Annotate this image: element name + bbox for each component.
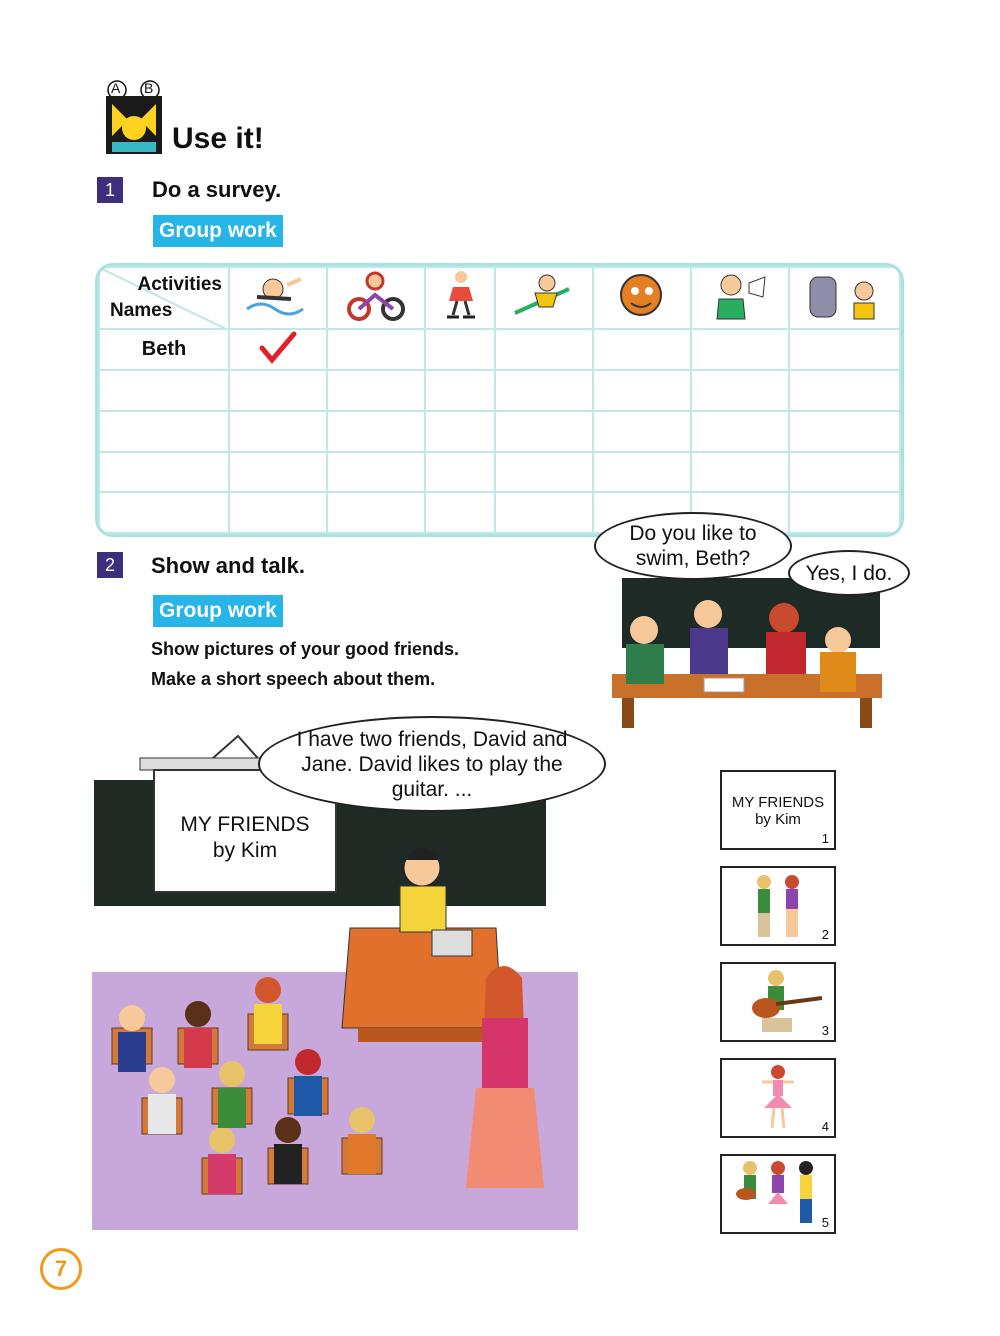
check-cell[interactable]: [495, 329, 593, 370]
swimming-icon: [243, 271, 313, 321]
check-cell[interactable]: [691, 370, 789, 411]
check-cell[interactable]: [789, 329, 900, 370]
activity-swimming: [229, 267, 327, 329]
check-cell[interactable]: [495, 452, 593, 493]
page-number: 7: [54, 1256, 68, 1281]
card-number: 1: [821, 831, 829, 846]
header-names: Names: [110, 300, 173, 321]
playing-ball-icon: [607, 269, 677, 323]
picture-card-5: [720, 1154, 836, 1234]
boy-playing-guitar-picture: [722, 964, 834, 1040]
check-cell[interactable]: [593, 370, 691, 411]
check-cell[interactable]: [229, 492, 327, 533]
check-cell[interactable]: [593, 452, 691, 493]
group-work-tag-2: Group work: [153, 595, 283, 627]
check-cell[interactable]: [789, 452, 900, 493]
two-friends-picture: [722, 868, 834, 944]
check-cell[interactable]: [495, 370, 593, 411]
card-number: 4: [821, 1119, 829, 1134]
activity-singing: [691, 267, 789, 329]
telling-stories-icon: [804, 269, 884, 323]
picture-card-4: [720, 1058, 836, 1138]
speech-bubble-kim: I have two friends, David and Jane. David likes to play the guitar. ...: [258, 716, 606, 812]
card-number: 5: [821, 1215, 829, 1230]
survey-table: [95, 263, 904, 537]
page-number-badge: [40, 1248, 82, 1290]
picture-card-1: [720, 770, 836, 850]
card-title: MY FRIENDS: [731, 794, 825, 811]
check-cell[interactable]: [789, 492, 900, 533]
activity-skating: [425, 267, 496, 329]
check-cell[interactable]: [691, 452, 789, 493]
group-work-tag-1: Group work: [153, 215, 283, 247]
row-name-cell: Beth: [99, 329, 229, 370]
check-cell[interactable]: [425, 370, 496, 411]
check-cell[interactable]: [593, 411, 691, 452]
activity-playing-ball: [593, 267, 691, 329]
check-cell[interactable]: [593, 329, 691, 370]
check-cell[interactable]: [327, 329, 425, 370]
presentation-screen-text: [154, 812, 336, 864]
row-name-cell[interactable]: [99, 411, 229, 452]
activity-skiing: [495, 267, 593, 329]
picture-card-3: [720, 962, 836, 1042]
activity-cycling: [327, 267, 425, 329]
check-cell[interactable]: [425, 492, 496, 533]
card-author: by Kim: [755, 811, 801, 828]
row-name-cell[interactable]: [99, 370, 229, 411]
check-cell[interactable]: [425, 411, 496, 452]
check-cell[interactable]: [789, 411, 900, 452]
discussion-illustration: [612, 574, 882, 728]
speech-bubble-question: Do you like to swim, Beth?: [594, 512, 792, 580]
check-cell[interactable]: [229, 329, 327, 370]
check-cell[interactable]: [229, 370, 327, 411]
picture-card-2: [720, 866, 836, 946]
row-name-cell[interactable]: [99, 492, 229, 533]
skiing-icon: [509, 269, 579, 323]
check-cell[interactable]: [425, 452, 496, 493]
activity-telling-stories: [789, 267, 900, 329]
page-title: Use it!: [172, 122, 264, 155]
logo-letter-b: B: [144, 80, 154, 96]
card-number: 3: [821, 1023, 829, 1038]
row-name-cell[interactable]: [99, 452, 229, 493]
speech-bubble-answer: Yes, I do.: [788, 550, 910, 596]
check-cell[interactable]: [229, 411, 327, 452]
section-number-1: 1: [97, 177, 123, 203]
header-activities: Activities: [137, 274, 222, 295]
check-cell[interactable]: [495, 411, 593, 452]
table-header-cell: [99, 267, 229, 329]
check-cell[interactable]: [327, 452, 425, 493]
check-cell[interactable]: [495, 492, 593, 533]
cycling-icon: [341, 269, 411, 323]
singing-icon: [705, 269, 775, 323]
check-cell[interactable]: [691, 411, 789, 452]
task-survey: Do a survey.: [152, 177, 282, 202]
screen-title: MY FRIENDS: [180, 813, 310, 836]
instruction-line-1: Show pictures of your good friends.: [151, 639, 460, 659]
instruction-line-2: Make a short speech about them.: [151, 669, 436, 689]
section-number-2: 2: [97, 552, 123, 578]
girl-dancing-picture: [722, 1060, 834, 1136]
screen-author: by Kim: [212, 839, 278, 862]
check-cell[interactable]: [327, 492, 425, 533]
check-cell[interactable]: [229, 452, 327, 493]
skating-icon: [435, 269, 485, 323]
check-mark-icon: [258, 330, 298, 364]
check-cell[interactable]: [327, 370, 425, 411]
three-friends-picture: [722, 1156, 834, 1232]
task-show-and-talk: Show and talk.: [151, 553, 306, 578]
check-cell[interactable]: [789, 370, 900, 411]
logo-letter-a: A: [111, 80, 121, 96]
check-cell[interactable]: [327, 411, 425, 452]
card-number: 2: [821, 927, 829, 942]
check-cell[interactable]: [425, 329, 496, 370]
check-cell[interactable]: [691, 329, 789, 370]
